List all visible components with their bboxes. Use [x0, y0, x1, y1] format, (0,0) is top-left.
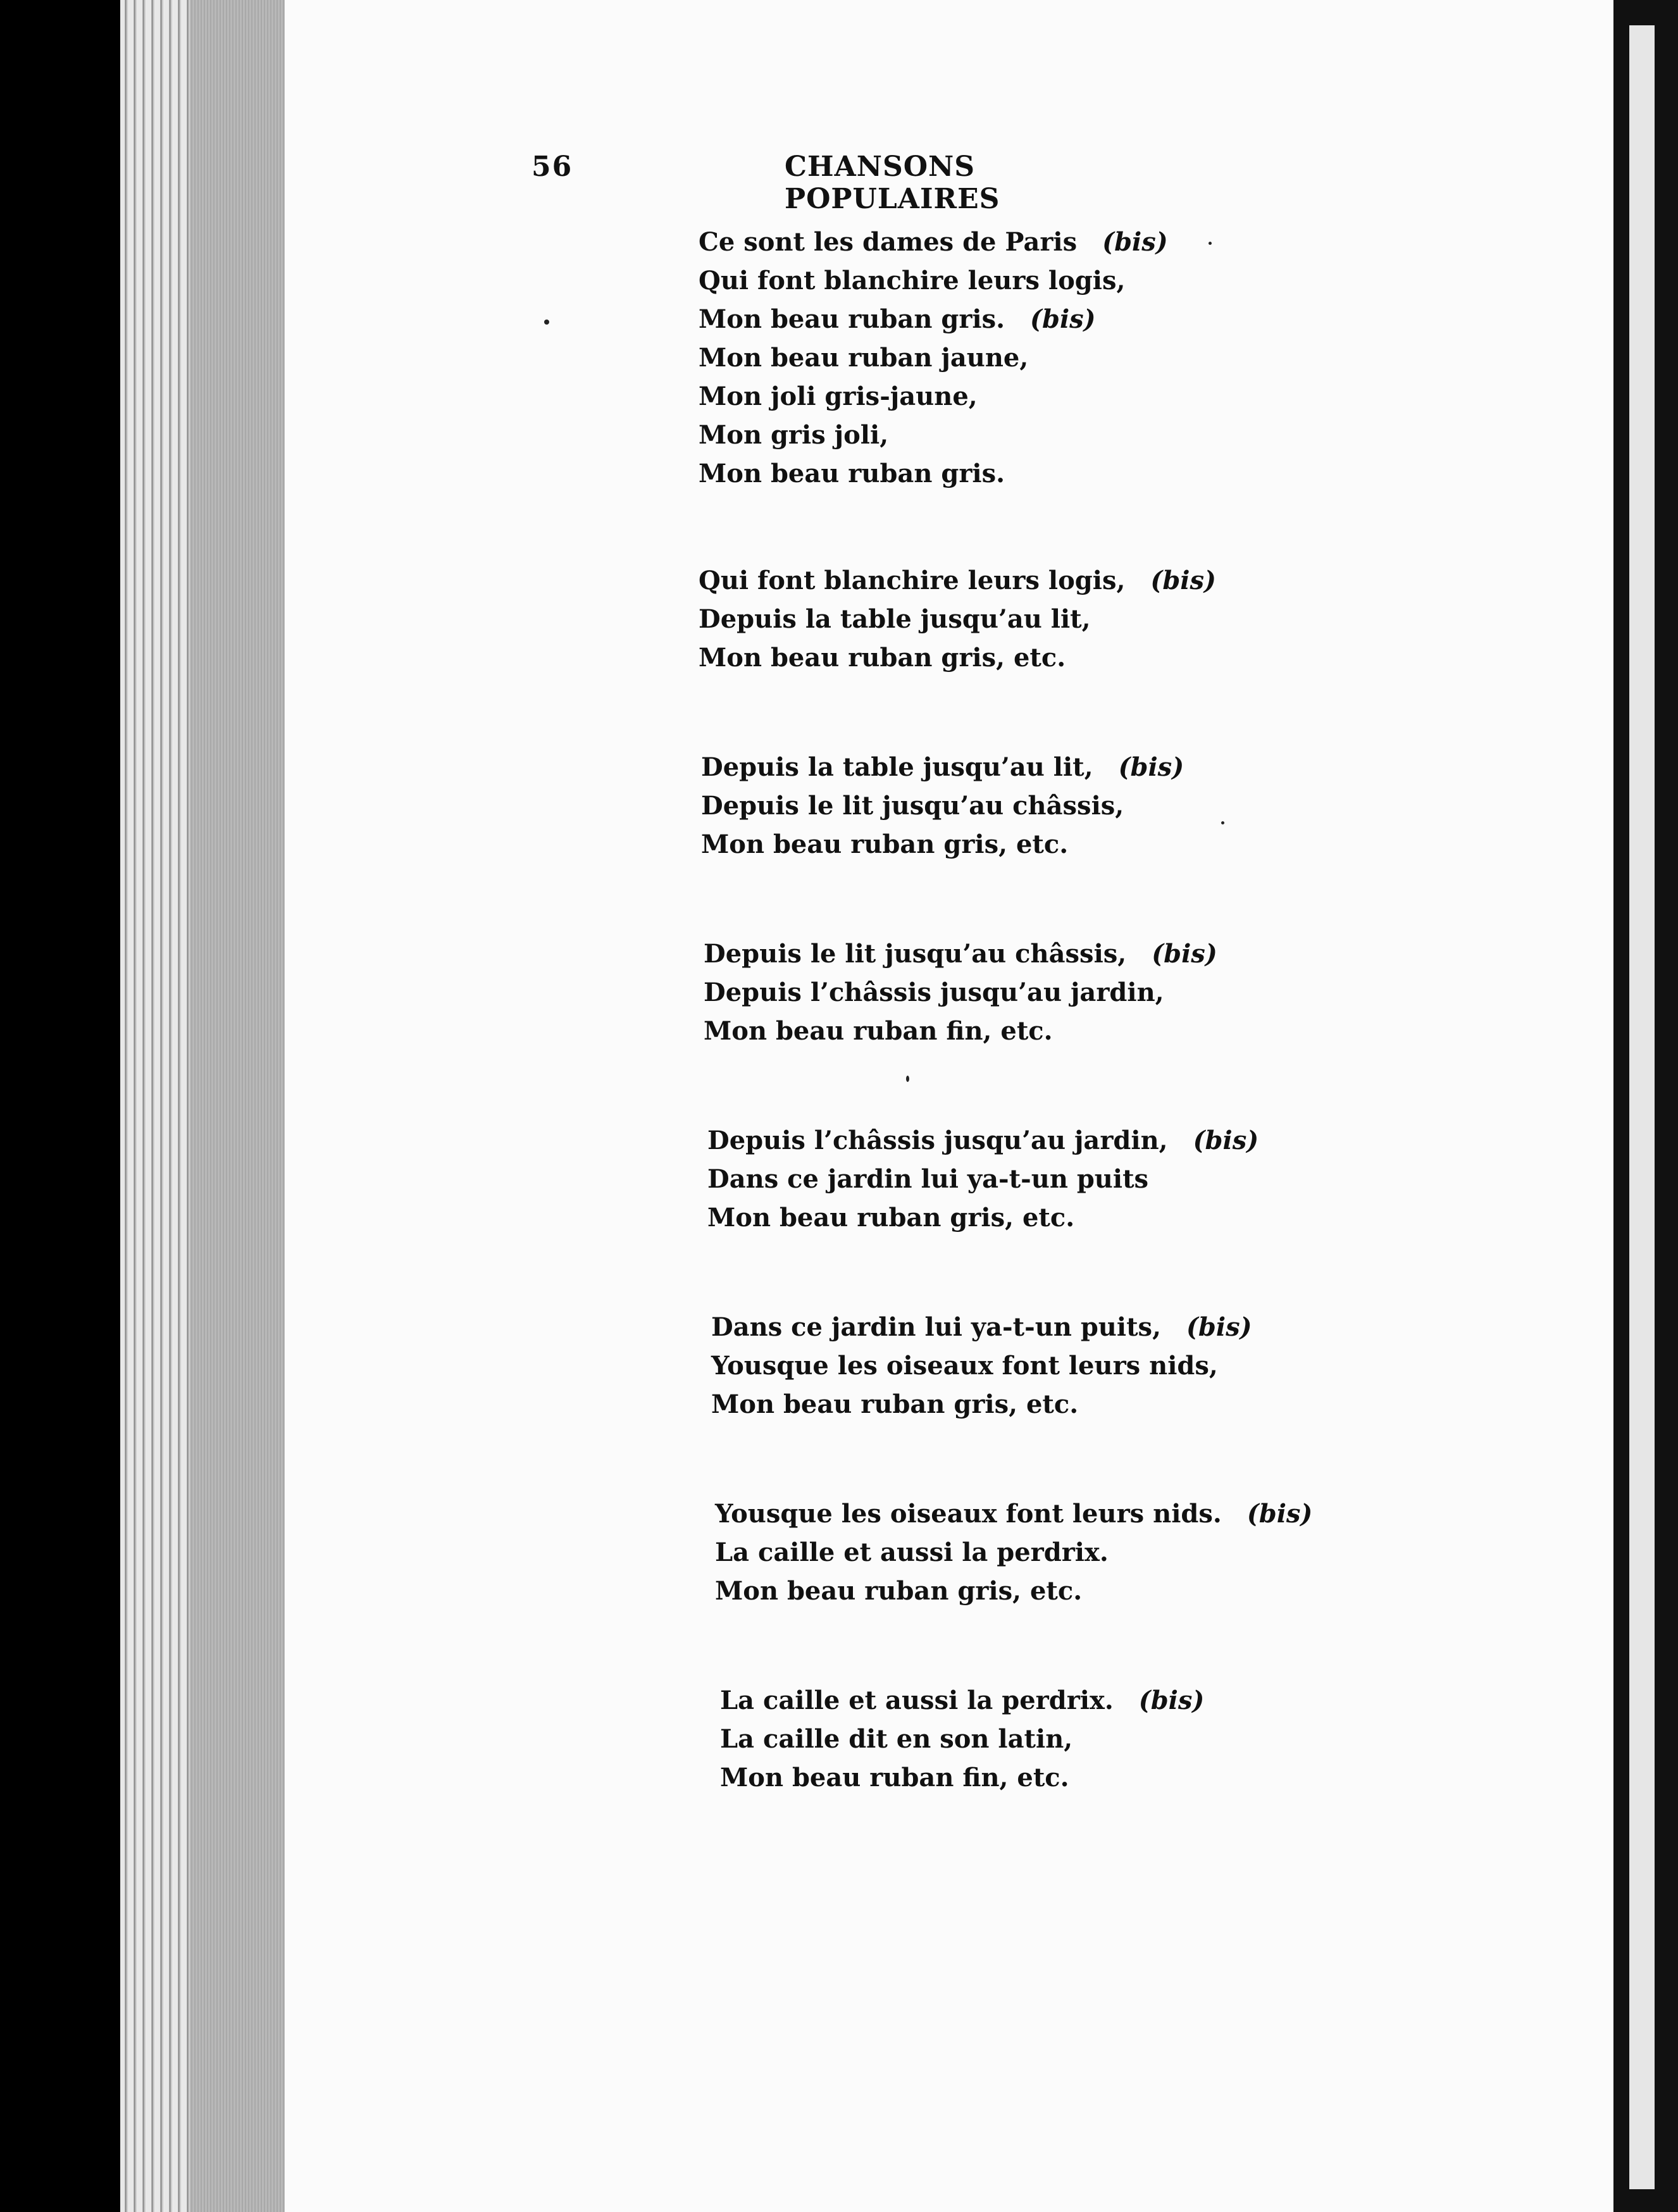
verse-line [707, 1198, 1331, 1237]
verse-line [707, 1121, 1331, 1160]
ink-speck [544, 320, 549, 325]
verse-text: Ce sont les dames de Paris [699, 227, 1078, 257]
verse-text: Depuis l’châssis jusqu’au jardin, [704, 978, 1164, 1007]
verse-text: Mon beau ruban gris, etc. [711, 1389, 1079, 1419]
verse-text: Depuis la table jusqu’au lit, [699, 604, 1091, 634]
verse-text: Mon beau ruban gris. [699, 304, 1005, 334]
repeat-marker: (bis) [1152, 939, 1217, 969]
verse-line [699, 454, 1331, 493]
repeat-marker: (bis) [1138, 1686, 1205, 1715]
verse-text: Yousque les oiseaux font leurs nids. [715, 1499, 1222, 1529]
verse-line [699, 561, 1331, 600]
verse-line [720, 1720, 1331, 1758]
verse-text: Qui font blanchire leurs logis, [699, 566, 1126, 595]
verse-text: Depuis l’châssis jusqu’au jardin, [707, 1126, 1168, 1155]
verse-line [704, 973, 1331, 1012]
verse-line [720, 1758, 1331, 1797]
verse-text: Mon joli gris-jaune, [699, 382, 978, 411]
running-title: CHANSONS POPULAIRES [785, 151, 1000, 215]
page-header [531, 151, 1190, 215]
verse-line [699, 339, 1331, 377]
verse-line [704, 935, 1331, 973]
verse-text: Mon beau ruban jaune, [699, 343, 1029, 373]
verse-text: Dans ce jardin lui ya-t-un puits, [711, 1312, 1161, 1342]
verse-line [699, 223, 1331, 261]
stanza [720, 1681, 1331, 1797]
verse-line [711, 1308, 1331, 1346]
verse-line [699, 300, 1331, 339]
verse-text: Depuis le lit jusqu’au châssis, [701, 791, 1124, 821]
stanza [704, 935, 1331, 1050]
verse-line [701, 748, 1331, 786]
verse-line [699, 416, 1331, 454]
verse-text: Depuis le lit jusqu’au châssis, [704, 939, 1127, 969]
stanza [699, 223, 1331, 493]
verse-line [701, 786, 1331, 825]
verse-line [711, 1385, 1331, 1424]
verse-text: La caille et aussi la perdrix. [720, 1686, 1114, 1715]
verse-line [701, 825, 1331, 864]
right-page-sliver [1629, 25, 1655, 2189]
verse-text: Mon beau ruban fin, etc. [720, 1763, 1069, 1793]
verse-text: Mon gris joli, [699, 420, 889, 450]
verse-line [699, 261, 1331, 300]
verse-text: Yousque les oiseaux font leurs nids, [711, 1351, 1218, 1381]
repeat-marker: (bis) [1186, 1312, 1252, 1342]
verse-line [704, 1012, 1331, 1050]
repeat-marker: (bis) [1118, 752, 1184, 782]
repeat-marker: (bis) [1150, 566, 1216, 595]
verse-text: Mon beau ruban gris, etc. [715, 1576, 1083, 1606]
verse-text: Depuis la table jusqu’au lit, [701, 752, 1093, 782]
verse-line [715, 1494, 1331, 1533]
verse-text: Dans ce jardin lui ya-t-un puits [707, 1164, 1149, 1194]
stanza [699, 561, 1331, 677]
verse-line [699, 638, 1331, 677]
song-text [699, 223, 1331, 1868]
verse-line [715, 1533, 1331, 1572]
repeat-marker: (bis) [1193, 1126, 1259, 1155]
verse-line [715, 1572, 1331, 1610]
page-number: 56 [531, 151, 573, 183]
repeat-marker: (bis) [1102, 227, 1168, 257]
stanza [711, 1308, 1331, 1424]
verse-line [707, 1160, 1331, 1198]
verse-text: La caille et aussi la perdrix. [715, 1538, 1109, 1567]
repeat-marker: (bis) [1030, 304, 1096, 334]
stanza [701, 748, 1331, 864]
stanza [715, 1494, 1331, 1610]
verse-text: La caille dit en son latin, [720, 1724, 1073, 1754]
verse-line [699, 377, 1331, 416]
verse-text: Mon beau ruban gris. [699, 459, 1005, 488]
verse-text: Mon beau ruban gris, etc. [699, 643, 1066, 673]
stanza [707, 1121, 1331, 1237]
verse-line [699, 600, 1331, 638]
verse-text: Mon beau ruban gris, etc. [701, 830, 1069, 859]
verse-line [711, 1346, 1331, 1385]
verse-text: Mon beau ruban gris, etc. [707, 1203, 1075, 1233]
verse-text: Mon beau ruban fin, etc. [704, 1016, 1053, 1046]
verse-text: Qui font blanchire leurs logis, [699, 266, 1126, 295]
binding-gutter [190, 0, 285, 2212]
verse-line [720, 1681, 1331, 1720]
repeat-marker: (bis) [1246, 1499, 1313, 1529]
